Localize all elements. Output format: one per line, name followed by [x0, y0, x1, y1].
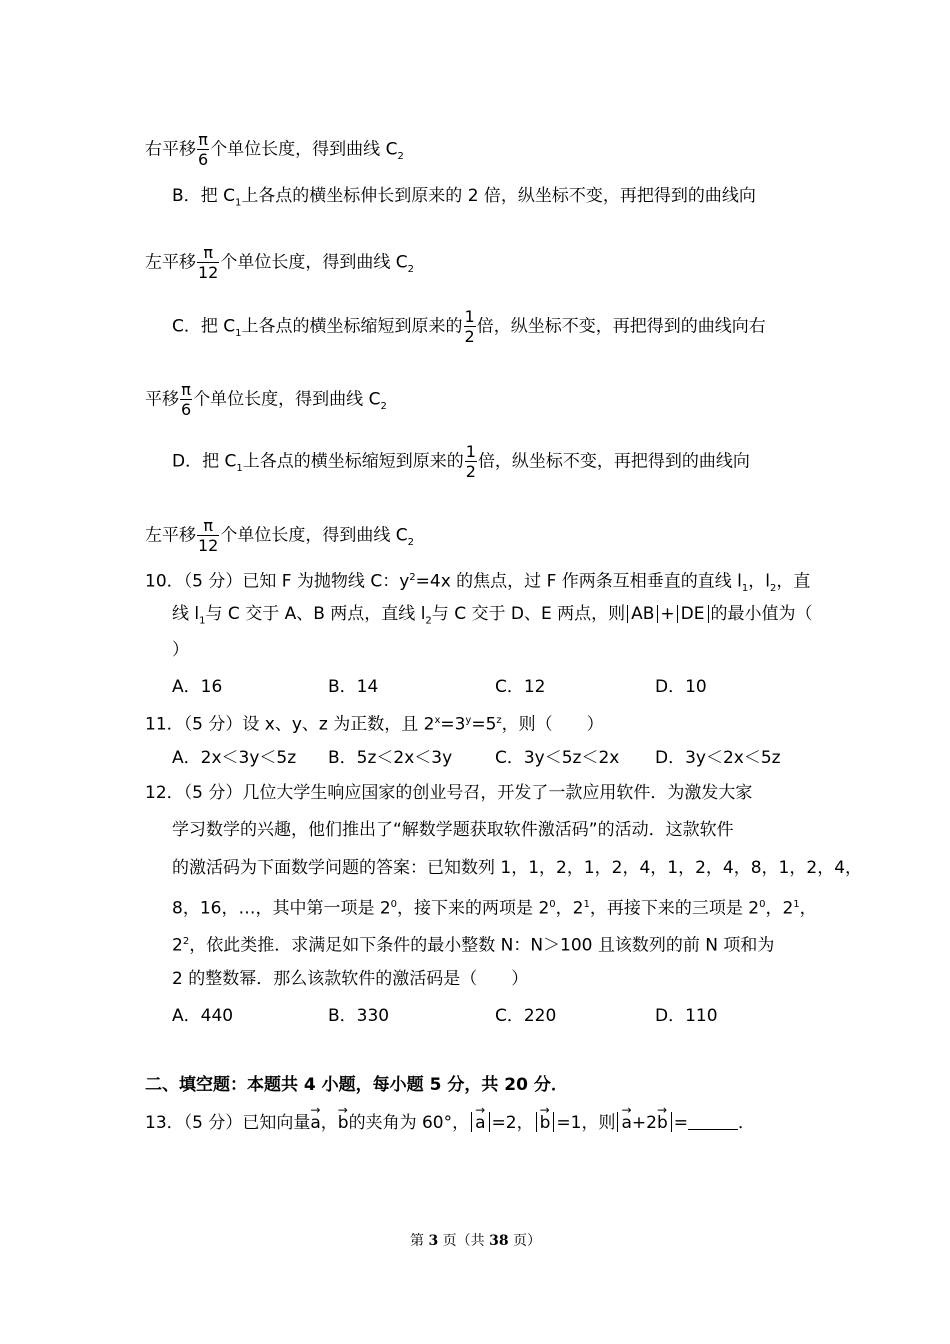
absolute-value: → a [471, 1112, 489, 1132]
absolute-value: → a+2→ b [617, 1112, 671, 1132]
q11-stem: 11．（5 分）设 x、y、z 为正数，且 $2^x=3^y=5^z$，则（ ） [145, 714, 604, 735]
q12-option-b: B．330 [328, 1006, 390, 1026]
q10-option-c: C．12 [495, 677, 546, 697]
fraction: $\frac{1}{2}$ [465, 442, 476, 481]
q9-option-c-tail: 平移 $\frac{\pi}{6}$ 个单位长度，得到曲线 $C_2$ [145, 380, 387, 419]
q12-stem-line1: 12．（5 分）几位大学生响应国家的创业号召，开发了一款应用软件．为激发大家 [145, 783, 753, 803]
q11-option-a: A．2x＜3y＜5z [172, 748, 297, 768]
q9-option-d: D．把 $C_1$上各点的横坐标缩短到原来的 $\frac{1}{2}$ 倍，纵坐标不变，再把得到的曲线向 [172, 442, 750, 481]
q9-option-b-tail: 左平移 $\frac{\pi}{12}$ 个单位长度，得到曲线 $C_2$ [145, 243, 415, 282]
absolute-value: → b [536, 1112, 555, 1132]
q10-stem-line2: 线 $l_1$与 C 交于 A、B 两点，直线 $l_2$与 C 交于 D、E 两点，则 AB + DE 的最小值为（ [172, 604, 813, 627]
q11-option-b: B．5z＜2x＜3y [328, 748, 453, 768]
q9-option-b: B．把 $C_1$上各点的横坐标伸长到原来的 2 倍，纵坐标不变，再把得到的曲线向 [172, 186, 756, 209]
q9-option-d-tail: 左平移 $\frac{\pi}{12}$ 个单位长度，得到曲线 $C_2$ [145, 516, 415, 555]
q11-option-d: D．3y＜2x＜5z [655, 748, 781, 768]
vector-b: → b [338, 1108, 349, 1136]
fraction: $\frac{\pi}{12}$ [198, 243, 219, 282]
absolute-value: DE [677, 605, 709, 623]
q12-stem-line6: 2 的整数幂．那么该款软件的激活码是（ ） [172, 969, 529, 989]
page-footer: 第 3 页（共 38 页） [410, 1233, 542, 1249]
q12-stem-line2: 学习数学的兴趣，他们推出了“解数学题获取软件激活码”的活动．这款软件 [172, 820, 734, 840]
q12-option-c: C．220 [495, 1006, 557, 1026]
q11-option-c: C．3y＜5z＜2x [495, 748, 620, 768]
current-page: 3 [428, 1233, 439, 1249]
q9-option-a-tail: 右平移 $\frac{\pi}{6}$ 个单位长度，得到曲线 $C_2$ [145, 130, 404, 169]
q10-option-d: D．10 [655, 677, 707, 697]
answer-blank [688, 1113, 738, 1130]
q12-stem-line5: $2^2$，依此类推．求满足如下条件的最小整数 N：N＞100 且该数列的前 N 项和为 [172, 935, 775, 956]
q12-stem-line3: 的激活码为下面数学问题的答案：已知数列 1，1，2，1，2，4，1，2，4，8，1，2，4， [172, 858, 863, 878]
fraction: $\frac{\pi}{6}$ [181, 380, 192, 419]
q12-option-d: D．110 [655, 1006, 718, 1026]
q12-option-a: A．440 [172, 1006, 234, 1026]
q10-option-a: A．16 [172, 677, 223, 697]
fraction: $\frac{\pi}{6}$ [198, 130, 209, 169]
q10-stem-line3: ） [172, 640, 189, 660]
absolute-value: AB [627, 605, 658, 623]
total-pages: 38 [489, 1233, 509, 1249]
q12-stem-line4: 8，16，…，其中第一项是 $2^0$，接下来的两项是 $2^0$，$2^1$，再接下来的三项是 $2^0$，$2^1$， [172, 898, 817, 919]
q9-option-c: C．把 $C_1$上各点的横坐标缩短到原来的 $\frac{1}{2}$ 倍，纵坐标不变，再把得到的曲线向右 [172, 307, 766, 346]
fraction: $\frac{\pi}{12}$ [198, 516, 219, 555]
vector-a: → a [310, 1108, 320, 1136]
q10-option-b: B．14 [328, 677, 379, 697]
q13-stem: 13．（5 分）已知向量→ a，→ b的夹角为 60°，→ a =2，→ b =1，则→ a+2→ b = ． [145, 1108, 755, 1136]
q10-stem-line1: 10．（5 分）已知 F 为抛物线 C：$y^2=4x$ 的焦点，过 F 作两条互相垂直的直线 $l_1$，$l_2$，直 [145, 571, 811, 595]
fraction: $\frac{1}{2}$ [464, 307, 475, 346]
section-title: 二、填空题：本题共 4 小题，每小题 5 分，共 20 分． [145, 1075, 568, 1095]
